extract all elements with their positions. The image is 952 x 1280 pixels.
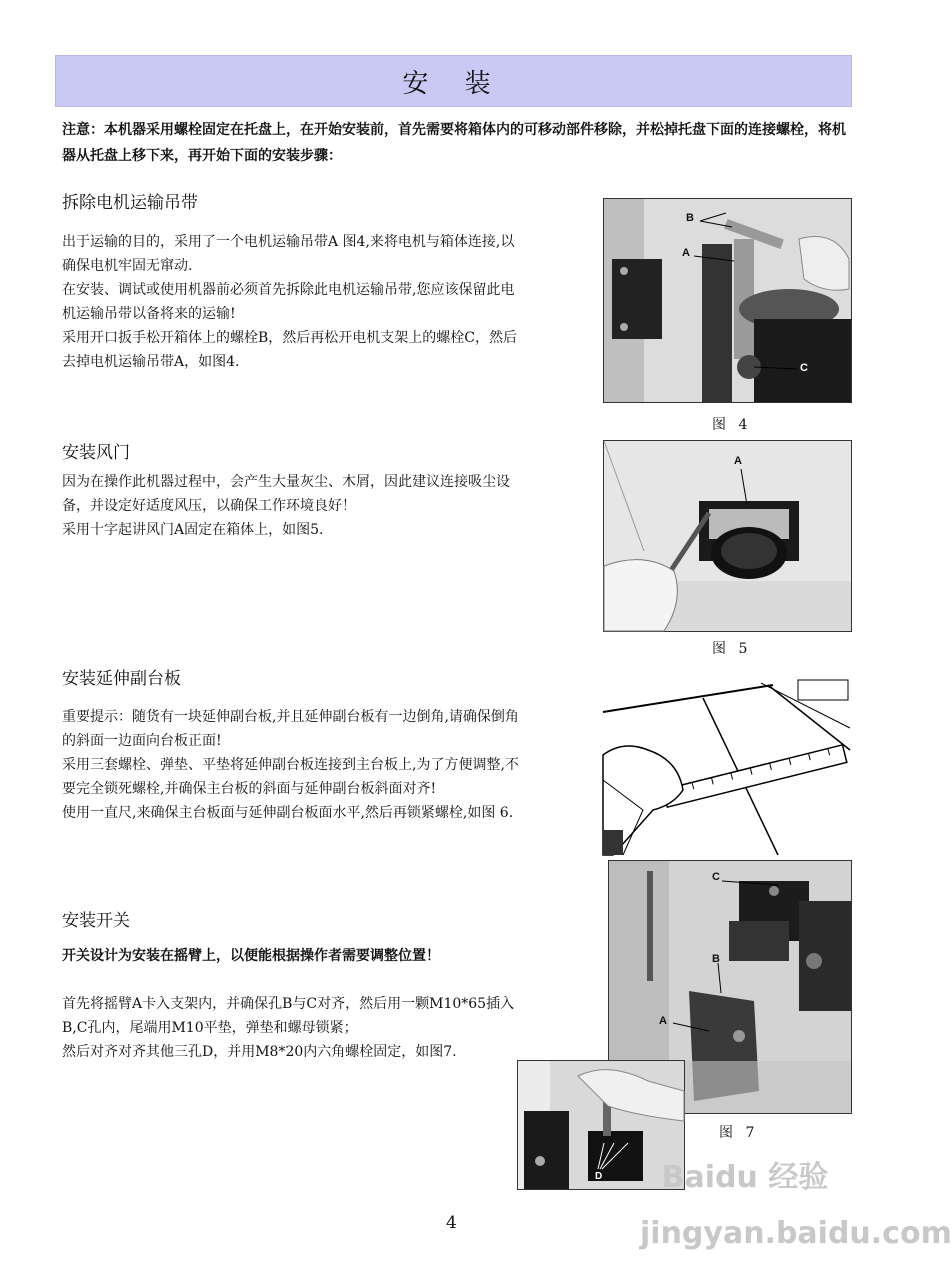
paragraph: 因为在操作此机器过程中，会产生大量灰尘、木屑，因此建议连接吸尘设备，并设定好适度风压，以确保工作环境良好！ (62, 474, 510, 514)
paragraph: 首先将摇臂A卡入支架内，并确保孔B与C对齐，然后用一颗M10*65插入B,C孔内，尾端用M10平垫，弹垫和螺母锁紧； (62, 996, 515, 1036)
paragraph: 然后对齐对齐其他三孔D，并用M8*20内六角螺栓固定，如图7. (62, 1044, 457, 1060)
paragraph: 在安装、调试或使用机器前必须首先拆除此电机运输吊带,您应该保留此电机运输吊带以备将来的运输! (62, 282, 515, 322)
notice-text (62, 117, 852, 169)
section-heading-extension-table: 安装延伸副台板 (62, 669, 181, 689)
section-heading-motor-strap: 拆除电机运输吊带 (62, 193, 198, 213)
figure-4-label-b: B (686, 212, 694, 224)
figure-5-label-a: A (734, 455, 742, 467)
figure-7-inset-label-d: D (595, 1171, 603, 1182)
section-body-extension-table (62, 705, 522, 825)
figure-4-drawing (604, 199, 851, 402)
paragraph: 采用三套螺栓、弹垫、平垫将延伸副台板连接到主台板上,为了方便调整,不要完全锁死螺栓,并确保主台板的斜面与延伸副台板斜面对齐! (62, 757, 519, 797)
section-body-motor-strap (62, 230, 522, 374)
baidu-watermark (640, 1150, 952, 1251)
section-body-damper (62, 470, 522, 542)
section-heading-switch: 安装开关 (62, 911, 130, 931)
paragraph: 采用开口扳手松开箱体上的螺栓B，然后再松开电机支架上的螺栓C，然后去掉电机运输吊带A，如图4. (62, 330, 517, 370)
paragraph: 出于运输的目的，采用了一个电机运输吊带A 图4,来将电机与箱体连接,以确保电机牢固无窜动. (62, 234, 515, 274)
figure-7-label-c: C (712, 871, 720, 883)
page-number: 4 (446, 1213, 457, 1233)
figure-5-caption: 图 5 (712, 641, 752, 657)
figure-5-image (603, 440, 852, 632)
watermark-text: Baidu 经验 jingyan.baidu.com (640, 1160, 952, 1251)
paragraph: 采用十字起讲风门A固定在箱体上，如图5. (62, 522, 324, 538)
figure-5-drawing (604, 441, 851, 631)
figure-7-label-b: B (712, 953, 720, 965)
figure-6-drawing (603, 680, 850, 855)
figure-7-label-a: A (659, 1015, 667, 1027)
figure-4-label-a: A (682, 247, 690, 259)
figure-4-image (603, 198, 852, 403)
paragraph: 重要提示：随货有一块延伸副台板,并且延伸副台板有一边倒角,请确保倒角的斜面一边面向台板正面! (62, 709, 519, 749)
figure-4-label-c: C (800, 362, 808, 374)
figure-6-image (603, 680, 850, 855)
switch-bold-note: 开关设计为安装在摇臂上，以便能根据操作者需要调整位置！ (62, 948, 440, 964)
paragraph: 使用一直尺,来确保主台板面与延伸副台板面水平,然后再锁紧螺栓,如图 6. (62, 805, 514, 821)
notice-paragraph: 注意：本机器采用螺栓固定在托盘上，在开始安装前，首先需要将箱体内的可移动部件移除，并松掉托盘下面的连接螺栓，将机器从托盘上移下来，再开始下面的安装步骤： (62, 122, 846, 164)
figure-7-caption: 图 7 (719, 1125, 759, 1141)
page-title: 安 装 (55, 55, 852, 107)
figure-4-caption: 图 4 (712, 417, 752, 433)
section-body-switch (62, 992, 532, 1064)
section-heading-damper: 安装风门 (62, 443, 130, 463)
